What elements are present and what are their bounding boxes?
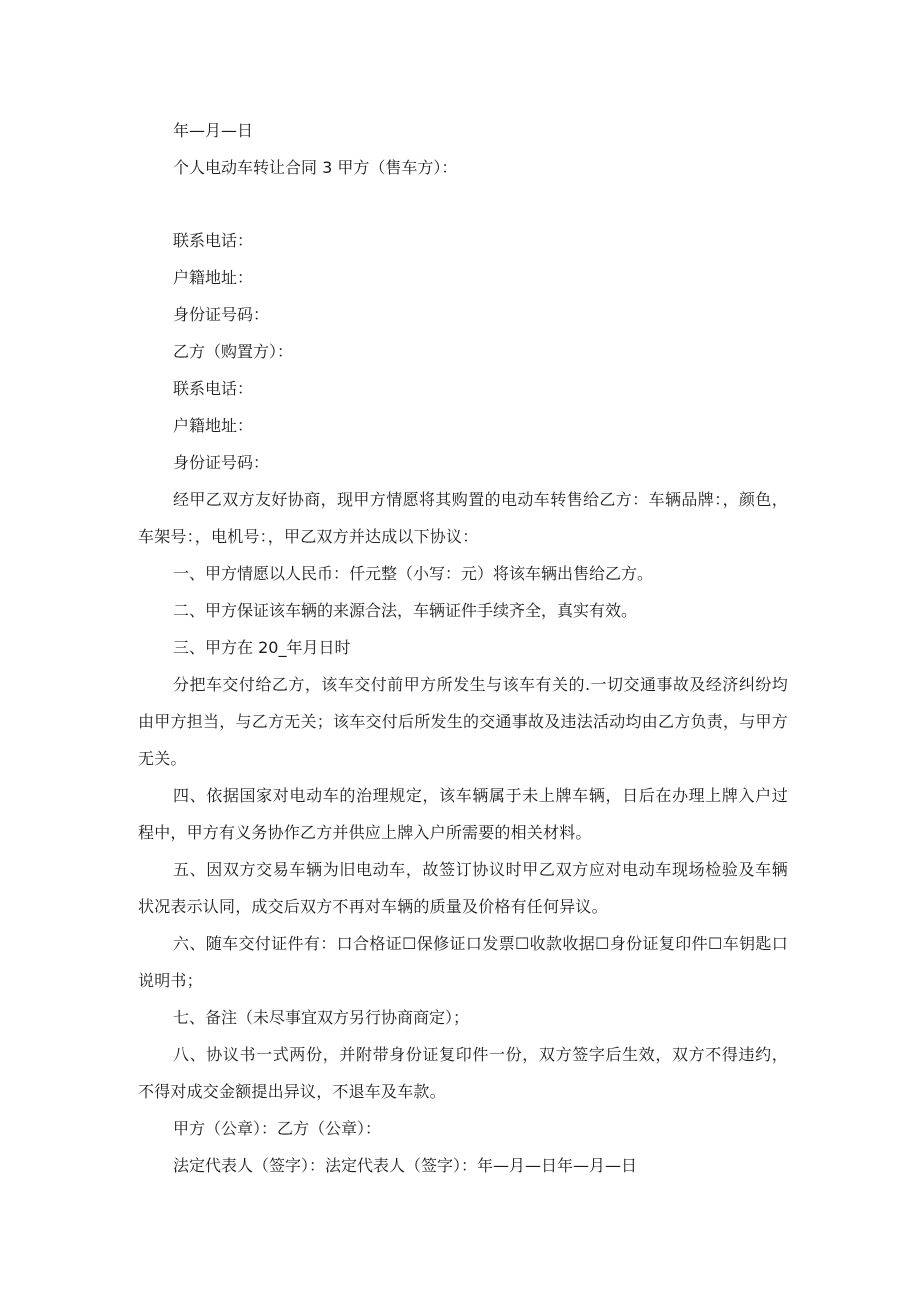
party-a-address-label: 户籍地址：	[173, 268, 254, 287]
clause-5: 五、因双方交易车辆为旧电动车，故签订协议时甲乙双方应对电动车现场检验及车辆状况表示认同，成交后双方不再对车辆的质量及价格有任何异议。	[138, 860, 788, 916]
clause-3-heading: 三、甲方在 20_年月日时	[173, 638, 351, 657]
clause-7: 七、备注（未尽事宜双方另行协商商定）；	[173, 1008, 470, 1027]
intro-paragraph: 经甲乙双方友好协商，现甲方情愿将其购置的电动车转售给乙方：车辆品牌：，颜色，车架号：，电机号：，甲乙双方并达成以下协议：	[138, 490, 788, 546]
clause-4: 四、依据国家对电动车的治理规定，该车辆属于未上牌车辆，日后在办理上牌入户过程中，甲方有义务协作乙方并供应上牌入户所需要的相关材料。	[138, 786, 788, 842]
clause-1: 一、甲方情愿以人民币：仟元整（小写：元）将该车辆出售给乙方。	[173, 564, 654, 583]
date-line: 年—月—日	[173, 121, 254, 140]
party-b-address-label: 户籍地址：	[173, 416, 254, 435]
party-b-title: 乙方（购置方）：	[173, 342, 294, 361]
contract-title: 个人电动车转让合同 3 甲方（售车方）：	[173, 158, 458, 177]
party-a-phone-label: 联系电话：	[173, 231, 254, 250]
signature-line: 法定代表人（签字）：法定代表人（签字）：年—月—日年—月—日	[173, 1156, 638, 1175]
party-b-phone-label: 联系电话：	[173, 379, 254, 398]
clause-8: 八、协议书一式两份，并附带身份证复印件一份，双方签字后生效，双方不得违约，不得对成交金额提出异议，不退车及车款。	[138, 1045, 788, 1101]
party-a-id-label: 身份证号码：	[173, 305, 270, 324]
clause-2: 二、甲方保证该车辆的来源合法，车辆证件手续齐全，真实有效。	[173, 601, 638, 620]
contract-body	[138, 112, 788, 1184]
blank-line	[138, 186, 788, 222]
seal-line: 甲方（公章）：乙方（公章）：	[173, 1119, 382, 1138]
clause-6: 六、随车交付证件有：口合格证☐保修证口发票☐收款收据☐身份证复印件☐车钥匙口说明书；	[138, 934, 788, 990]
clause-3-body: 分把车交付给乙方，该车交付前甲方所发生与该车有关的.一切交通事故及经济纠纷均由甲方担当，与乙方无关；该车交付后所发生的交通事故及违法活动均由乙方负责，与甲方无关。	[138, 675, 788, 768]
party-b-id-label: 身份证号码：	[173, 453, 270, 472]
